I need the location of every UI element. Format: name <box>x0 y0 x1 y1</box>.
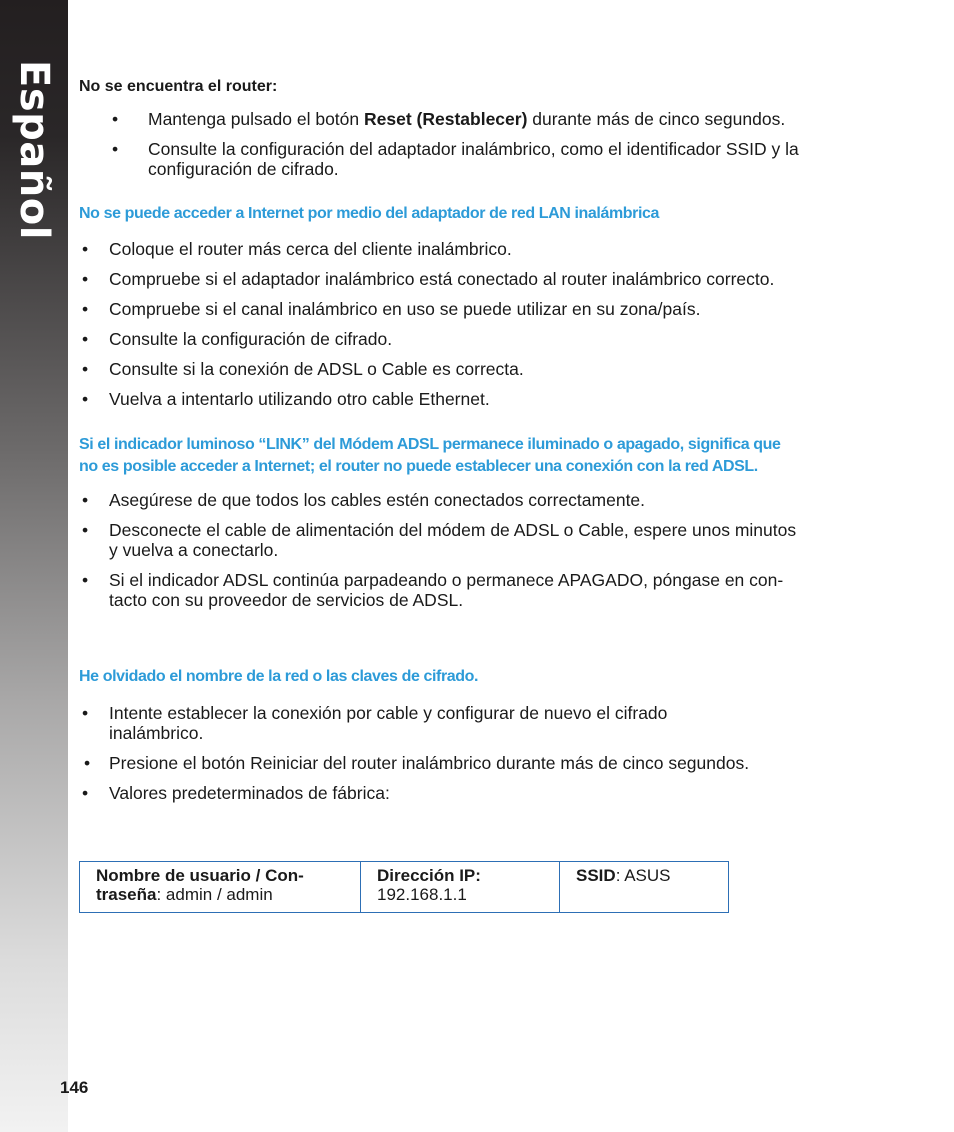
item-text-line: Presione el botón Reiniciar del router inalámbrico durante más de cinco segundos. <box>109 753 750 773</box>
credentials-value: : admin / admin <box>156 885 273 904</box>
list-router-not-found <box>79 109 899 179</box>
item-text: Compruebe si el canal inalámbrico en uso se puede utilizar en su zona/país. <box>109 299 701 319</box>
item-text: Compruebe si el adaptador inalámbrico está conectado al router inalámbrico correcto. <box>109 269 775 289</box>
list-no-internet <box>79 239 899 409</box>
bullet-icon: • <box>82 783 89 803</box>
list-forgot-network <box>79 703 899 803</box>
page-number: 146 <box>60 1078 89 1097</box>
item-text-line: tacto con su proveedor de servicios de ADSL. <box>109 590 464 610</box>
item-text: durante más de cinco segundos. <box>527 109 786 129</box>
item-text-line: y vuelva a conectarlo. <box>109 540 279 560</box>
bullet-icon: • <box>82 269 89 289</box>
bullet-icon: • <box>82 359 89 379</box>
item-text: Vuelva a intentarlo utilizando otro cable Ethernet. <box>109 389 490 409</box>
item-text-line: inalámbrico. <box>109 723 204 743</box>
bullet-icon: • <box>112 139 119 159</box>
section-title-line: no es posible acceder a Internet; el router no puede establecer una conexión con la red ADSL. <box>79 458 758 475</box>
language-label: Español <box>11 60 57 240</box>
list-item <box>79 570 899 610</box>
ip-value: 192.168.1.1 <box>377 885 467 904</box>
ssid-label: SSID <box>576 866 616 885</box>
list-item <box>79 299 899 319</box>
bullet-icon: • <box>84 753 91 773</box>
list-item <box>79 783 899 803</box>
list-item <box>79 239 899 259</box>
item-text: Coloque el router más cerca del cliente inalámbrico. <box>109 239 512 259</box>
list-item <box>79 703 899 743</box>
list-item <box>79 329 899 349</box>
table-row <box>80 862 729 913</box>
table-cell-credentials <box>80 862 361 913</box>
section-no-internet <box>79 203 659 225</box>
bullet-icon: • <box>82 239 89 259</box>
list-item <box>79 520 899 560</box>
bullet-icon: • <box>82 520 89 540</box>
language-side-tab <box>0 0 68 1132</box>
factory-defaults-table <box>79 861 729 913</box>
table-cell-ip <box>361 862 560 913</box>
bullet-icon: • <box>82 389 89 409</box>
bullet-icon: • <box>82 703 89 723</box>
item-text-line: Desconecte el cable de alimentación del módem de ADSL o Cable, espere unos minutos <box>109 520 797 540</box>
item-text: Consulte si la conexión de ADSL o Cable es correcta. <box>109 359 524 379</box>
bullet-icon: • <box>82 570 89 590</box>
bullet-icon: • <box>112 109 119 129</box>
section-title-line: Si el indicador luminoso “LINK” del Módem ADSL permanece iluminado o apagado, significa que <box>79 436 781 453</box>
section-title: He olvidado el nombre de la red o las claves de cifrado. <box>79 668 479 685</box>
list-item <box>79 139 899 179</box>
list-item <box>79 490 899 510</box>
bullet-icon: • <box>82 490 89 510</box>
credentials-label: traseña <box>96 885 157 904</box>
ip-label: Dirección IP: <box>377 866 481 885</box>
item-text: Consulte la configuración de cifrado. <box>109 329 393 349</box>
item-text: Mantenga pulsado el botón <box>148 109 364 129</box>
credentials-label: Nombre de usuario / Con- <box>96 866 304 885</box>
item-text-line: Intente establecer la conexión por cable y configurar de nuevo el cifrado <box>109 703 668 723</box>
section-link-indicator <box>79 434 899 478</box>
section-title: No se encuentra el router: <box>79 78 278 95</box>
section-forgot-network <box>79 666 478 688</box>
list-item <box>79 753 899 773</box>
list-item <box>79 359 899 379</box>
bullet-icon: • <box>82 299 89 319</box>
item-bold-text: Reset (Restablecer) <box>364 109 528 129</box>
item-text-line: Asegúrese de que todos los cables estén conectados correctamente. <box>109 490 646 510</box>
section-router-not-found <box>79 78 277 96</box>
list-item <box>79 389 899 409</box>
item-text-line: configuración de cifrado. <box>148 159 339 179</box>
table-cell-ssid <box>560 862 729 913</box>
item-text-line: Si el indicador ADSL continúa parpadeando o permanece APAGADO, póngase en con- <box>109 570 784 590</box>
section-title: No se puede acceder a Internet por medio del adaptador de red LAN inalámbrica <box>79 205 660 222</box>
list-item <box>79 269 899 289</box>
list-item <box>79 109 899 129</box>
ssid-value: : ASUS <box>615 866 671 885</box>
list-link-indicator <box>79 490 899 610</box>
item-text-line: Valores predeterminados de fábrica: <box>109 783 390 803</box>
item-text-line: Consulte la configuración del adaptador inalámbrico, como el identificador SSID y la <box>148 139 799 159</box>
language-label-container <box>8 60 60 240</box>
bullet-icon: • <box>82 329 89 349</box>
